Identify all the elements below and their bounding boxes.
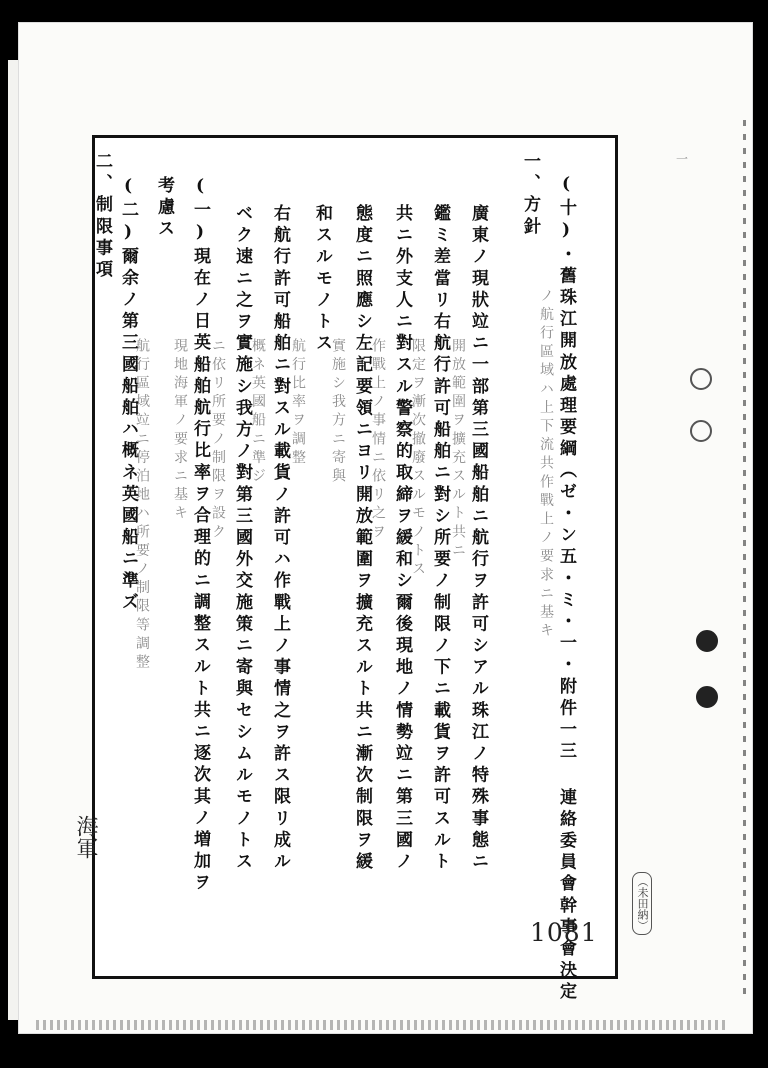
punch-hole-icon — [690, 420, 712, 442]
punch-hole-icon — [696, 630, 718, 652]
text-column-item-1b: 考慮ス — [154, 176, 174, 241]
scan-streak — [743, 120, 746, 1000]
punch-hole-icon — [690, 368, 712, 390]
text-column-policy-heading: 一、方針 — [520, 152, 540, 239]
margin-label: 海軍 — [73, 815, 98, 859]
frame-number: 1081 — [530, 918, 598, 947]
faint-text-column: ノ航行區域ハ上下流共作戰上ノ要求ニ基キ — [538, 288, 554, 642]
faint-text-column: 開放範圍ヲ擴充スルト共ニ — [450, 338, 466, 562]
punch-hole-icon — [696, 686, 718, 708]
faint-text-column: 現地海軍ノ要求ニ基キ — [172, 338, 188, 524]
faint-text-column: 航行區域竝ニ停泊地ハ所要ノ制限等調整 — [134, 338, 150, 673]
document-frame — [92, 135, 618, 1004]
faint-text-column: 作戰上ノ事情ニ依リ之ヲ — [370, 338, 386, 543]
faint-text-column: 航行比率ヲ調整 — [290, 338, 306, 469]
scan-noise — [36, 1020, 726, 1030]
archive-label: （未田納） — [632, 872, 652, 935]
text-column-line-6: 右航行許可船舶ニ對スル載貨ノ許可ハ作戰上ノ事情之ヲ許ス限リ成ル — [270, 204, 290, 874]
faint-text-column: 限定ヲ漸次撤廢スルモノトス — [410, 338, 426, 580]
text-column-item-1: (一)現在ノ日英船舶航行比率ヲ合理的ニ調整スルト共ニ逐次其ノ増加ヲ — [190, 176, 210, 895]
text-column-line-5: 和スルモノトス — [312, 204, 332, 356]
faint-text-column: 實施シ我方ニ寄與 — [330, 338, 346, 487]
text-column-line-3: 共ニ外支人ニ對スル警察的取締ヲ緩和シ爾後現地ノ情勢竝ニ第三國ノ — [392, 204, 412, 874]
margin-top-mark: 一 — [676, 152, 689, 166]
text-column-line-1: 廣東ノ現狀竝ニ一部第三國船舶ニ航行ヲ許可シアル珠江ノ特殊事態ニ — [468, 204, 488, 874]
text-column-line-4: 態度ニ照應シ左記要領ニヨリ開放範圍ヲ擴充スルト共ニ漸次制限ヲ緩 — [352, 204, 372, 874]
text-column-restrict-heading: 二、制限事項 — [92, 152, 112, 282]
text-column-line-7: ベク速ニ之ヲ實施シ我方ノ對第三國外交施策ニ寄與セシムルモノトス — [232, 204, 252, 874]
text-column-title: (十)・舊珠江開放處理要綱（ゼ・ン五・ミ・一・附件一三 連絡委員會幹事會決定 — [556, 174, 576, 1004]
faint-text-column: ニ依リ所要ノ制限ヲ設ク — [210, 338, 226, 543]
text-column-item-2: (二)爾余ノ第三國船舶ハ概ネ英國船ニ準ズ — [118, 176, 138, 614]
faint-text-column: 概ネ英國船ニ準ジ — [250, 338, 266, 487]
text-column-line-2: 鑑ミ差當リ右航行許可船舶ニ對シ所要ノ制限ノ下ニ載貨ヲ許可スルト — [430, 204, 450, 874]
